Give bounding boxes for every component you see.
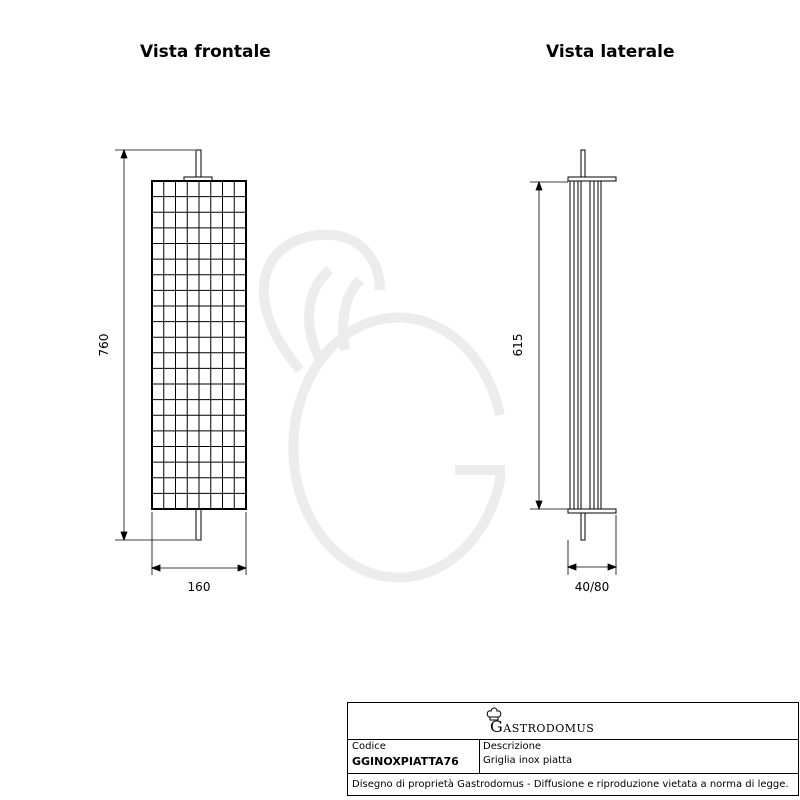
front-view-title: Vista frontale — [140, 42, 271, 62]
side-bottom-bracket — [568, 509, 616, 513]
code-label: Codice — [352, 741, 386, 752]
ownership-notice: Disegno di proprietà Gastrodomus - Diffusione e riproduzione vietata a norma di legge. — [352, 779, 789, 790]
side-width-dimension — [568, 515, 616, 575]
description-cell — [479, 739, 798, 773]
front-width-dimension — [152, 512, 246, 575]
side-bar-1 — [570, 181, 574, 509]
description-value: Griglia inox piatta — [483, 755, 573, 766]
watermark-logo — [264, 235, 500, 578]
side-top-handle — [581, 150, 585, 177]
description-label: Descrizione — [483, 741, 542, 752]
side-height-dimension — [530, 182, 568, 509]
front-height-label: 760 — [97, 333, 111, 357]
side-view — [568, 150, 616, 540]
side-width-label: 40/80 — [574, 580, 610, 594]
title-block-info-row — [348, 739, 798, 774]
side-top-bracket — [568, 177, 616, 181]
side-bottom-handle — [581, 513, 585, 540]
front-top-handle — [196, 150, 201, 177]
code-cell — [348, 739, 480, 773]
front-view — [152, 150, 246, 540]
title-block-logo-row — [348, 703, 798, 740]
side-height-label: 615 — [511, 333, 525, 357]
side-bar-4 — [598, 181, 601, 509]
side-view-title: Vista laterale — [546, 42, 675, 62]
front-grid-lines — [152, 181, 246, 509]
code-value: GGINOXPIATTA76 — [352, 755, 459, 768]
front-bottom-handle — [196, 509, 201, 540]
title-block — [347, 702, 799, 796]
front-height-dimension — [115, 150, 195, 540]
front-width-label: 160 — [187, 580, 211, 594]
side-bar-2 — [578, 181, 581, 509]
side-bar-3 — [590, 181, 594, 509]
brand-name: Gastrodomus — [490, 717, 595, 736]
